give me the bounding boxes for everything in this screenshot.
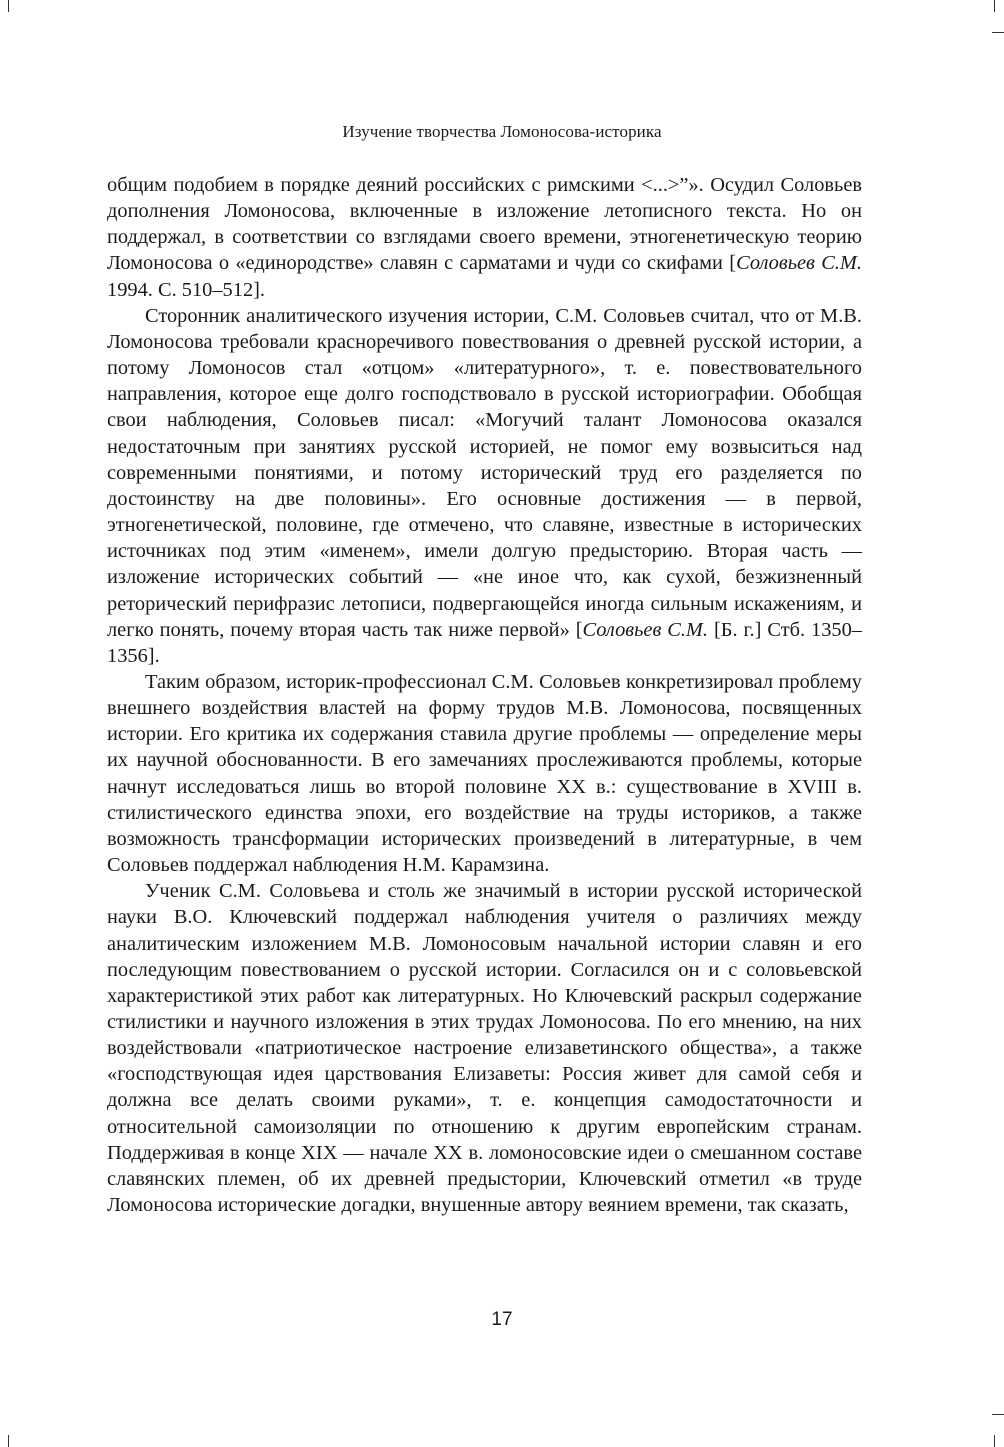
crop-mark-right-upper — [992, 32, 1004, 33]
paragraph: общим подобием в порядке деяний российских с римскими <...>”». Осудил Соловьев дополнения Ломоносова, включенные в изложение летописного текста. Но он поддержал, в соответствии со взглядами своего времени, этногенетическую теорию Ломоносова о «единородстве» славян с сарматами и чуди со скифами [Соловьев С.М. 1994. С. 510–512]. — [107, 174, 862, 301]
crop-mark-right-lower — [992, 1414, 1004, 1415]
citation-author: Соловьев С.М. — [736, 252, 862, 275]
paragraph: Сторонник аналитического изучения истории, С.М. Соловьев считал, что от М.В. Ломоносова требовали красноречивого повествования о древней русской истории, а потому Ломоносов стал «отцом» «литературного», т. е. повествовательного направления, которое еще долго господствовало в русской историографии. Обобщая свои наблюдения, Соловьев писал: «Могучий талант Ломоносова оказался недостаточным при занятиях русской историей, не помог ему возвыситься над современными понятиями, и потому исторический труд его разделяется по достоинству на две половины». Его основные достижения — в первой, этногенетической, половине, где отмечено, что славяне, известные в исторических источниках под этим «именем», имели долгую предысторию. Вторая часть — изложение исторических событий — «не иное что, как сухой, безжизненный реторический перифразис летописи, подвергающейся иногда сильным искажениям, и легко понять, почему вторая часть так ниже первой» [Соловьев С.М. [Б. г.] Стб. 1350–1356]. — [107, 304, 862, 667]
crop-mark-top-right — [994, 0, 995, 12]
crop-mark-bottom-right — [994, 1435, 995, 1447]
running-header: Изучение творчества Ломоносова-историка — [342, 122, 662, 141]
page-number: 17 — [491, 1309, 513, 1330]
paragraph: Ученик С.М. Соловьева и столь же значимый в истории русской исторической науки В.О. Ключевский поддержал наблюдения учителя о различиях между аналитическим изложением М.В. Ломоносовым начальной истории славян и его последующим повествованием о русской истории. Согласился он и с соловьевской характеристикой этих работ как литературных. Но Ключевский раскрыл содержание стилистики и научного изложения в этих трудах Ломоносова. По его мнению, на них воздействовали «патриотическое настроение елизаветинского общества», а также «господствующая идея царствования Елизаветы: Россия живет для самой себя и должна все делать своими руками», т. е. концепция самодостаточности и относительной самоизоляции по отношению к другим европейским странам. Поддерживая в конце XIX — начале XX в. ломоносовские идеи о смешанном составе славянских племен, об их древней предыстории, Ключевский отметил «в труде Ломоносова исторические догадки, внушенные автору веянием времени, так сказать, — [107, 880, 862, 1217]
paragraph: Таким образом, историк-профессионал С.М. Соловьев конкретизировал проблему внешнего воздействия властей на форму трудов М.В. Ломоносова, посвященных истории. Его критика их содержания ставила другие проблемы — определение меры их научной обоснованности. В его замечаниях прослеживаются проблемы, которые начнут исследоваться лишь во второй половине XX в.: существование в XVIII в. стилистического единства эпохи, его воздействие на труды историков, а также возможность трансформации исторических произведений в литературные, в чем Соловьев поддержал наблюдения Н.М. Карамзина. — [107, 670, 862, 877]
crop-mark-top-left — [8, 0, 9, 12]
citation-author: Соловьев С.М. — [582, 618, 709, 641]
body-text — [107, 172, 862, 1218]
crop-mark-bottom-left — [8, 1435, 9, 1447]
